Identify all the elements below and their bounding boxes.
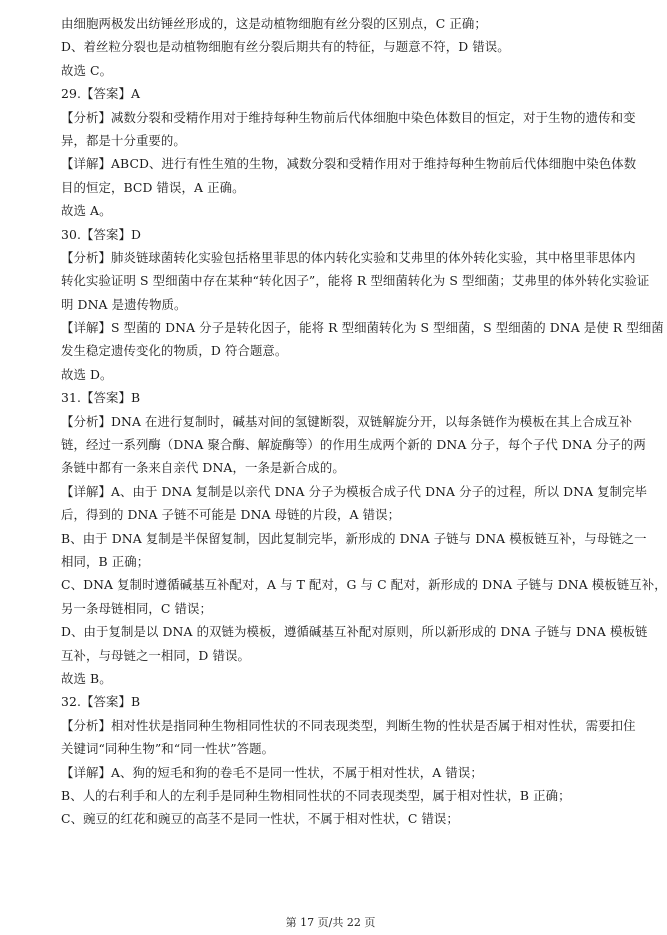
text-line: 相同，B 正确；	[61, 553, 150, 569]
text-line: 转化实验证明 S 型细菌中存在某种“转化因子”，能将 R 型细菌转化为 S 型细菌；艾弗里的体外转化实验证	[61, 273, 650, 289]
text-line: C、豌豆的红花和豌豆的高茎不是同一性状，不属于相对性状，C 错误；	[61, 811, 459, 827]
text-line: 【详解】A、由于 DNA 复制是以亲代 DNA 分子为模板合成子代 DNA 分子的过程，所以 DNA 复制完毕	[61, 483, 648, 499]
text-line: 故选 B。	[61, 670, 112, 686]
text-line: 异，都是十分重要的。	[61, 132, 186, 148]
document-body	[61, 12, 667, 831]
text-line: 【分析】肺炎链球菌转化实验包括格里菲思的体内转化实验和艾弗里的体外转化实验，其中格里菲思体内	[61, 249, 636, 265]
answer-heading: 30.【答案】D	[61, 226, 142, 242]
text-line: 由细胞两极发出纺锤丝形成的，这是动植物细胞有丝分裂的区别点，C 正确；	[61, 16, 487, 31]
text-line: B、人的右利手和人的左利手是同种生物相同性状的不同表现类型，属于相对性状，B 正确；	[61, 787, 571, 803]
answer-heading: 31.【答案】B	[61, 390, 141, 406]
text-line: 【详解】A、狗的短毛和狗的卷毛不是同一性状，不属于相对性状，A 错误；	[61, 764, 483, 780]
text-line: B、由于 DNA 复制是半保留复制，因此复制完毕，新形成的 DNA 子链与 DNA 模板链互补，与母链之一	[61, 530, 647, 546]
answer-heading: 29.【答案】A	[61, 86, 141, 102]
text-line: 【分析】相对性状是指同种生物相同性状的不同表现类型，判断生物的性状是否属于相对性状，需要扣住	[61, 717, 636, 733]
text-line: 【分析】DNA 在进行复制时，碱基对间的氢键断裂，双链解旋分开，以每条链作为模板在其上合成互补	[61, 413, 633, 429]
text-line: 故选 D。	[61, 366, 113, 382]
answer-heading: 32.【答案】B	[61, 694, 141, 710]
text-line: 【分析】减数分裂和受精作用对于维持每种生物前后代体细胞中染色体数目的恒定，对于生物的遗传和变	[61, 109, 636, 125]
text-line: D、由于复制是以 DNA 的双链为模板，遵循碱基互补配对原则，所以新形成的 DNA 子链与 DNA 模板链	[61, 624, 648, 640]
text-line: 明 DNA 是遗传物质。	[61, 296, 187, 312]
text-line: 故选 C。	[61, 62, 113, 78]
text-line: C、DNA 复制时遵循碱基互补配对，A 与 T 配对，G 与 C 配对，新形成的 DNA 子链与 DNA 模板链互补，	[61, 577, 667, 593]
text-line: 【详解】ABCD、进行有性生殖的生物，减数分裂和受精作用对于维持每种生物前后代体细胞中染色体数	[61, 156, 637, 172]
text-line: 【详解】S 型菌的 DNA 分子是转化因子，能将 R 型细菌转化为 S 型细菌，S 型细菌的 DNA 是使 R 型细菌	[61, 320, 664, 336]
text-line: 故选 A。	[61, 203, 112, 219]
page-number: 第 17 页/共 22 页	[285, 916, 376, 929]
text-line: 发生稳定遗传变化的物质，D 符合题意。	[61, 343, 288, 359]
text-line: 目的恒定，BCD 错误，A 正确。	[61, 179, 245, 195]
text-line: 另一条母链相同，C 错误；	[61, 600, 213, 616]
text-line: 链，经过一系列酶（DNA 聚合酶、解旋酶等）的作用生成两个新的 DNA 分子，每个子代 DNA 分子的两	[61, 437, 646, 453]
text-line: 互补，与母链之一相同，D 错误。	[61, 647, 250, 663]
text-line: 后，得到的 DNA 子链不可能是 DNA 母链的片段，A 错误；	[61, 507, 401, 523]
text-line: 条链中都有一条来自亲代 DNA，一条是新合成的。	[61, 460, 345, 476]
text-line: 关键词“同种生物”和“同一性状”答题。	[61, 741, 275, 757]
text-line: D、着丝粒分裂也是动植物细胞有丝分裂后期共有的特征，与题意不符，D 错误。	[61, 39, 510, 55]
